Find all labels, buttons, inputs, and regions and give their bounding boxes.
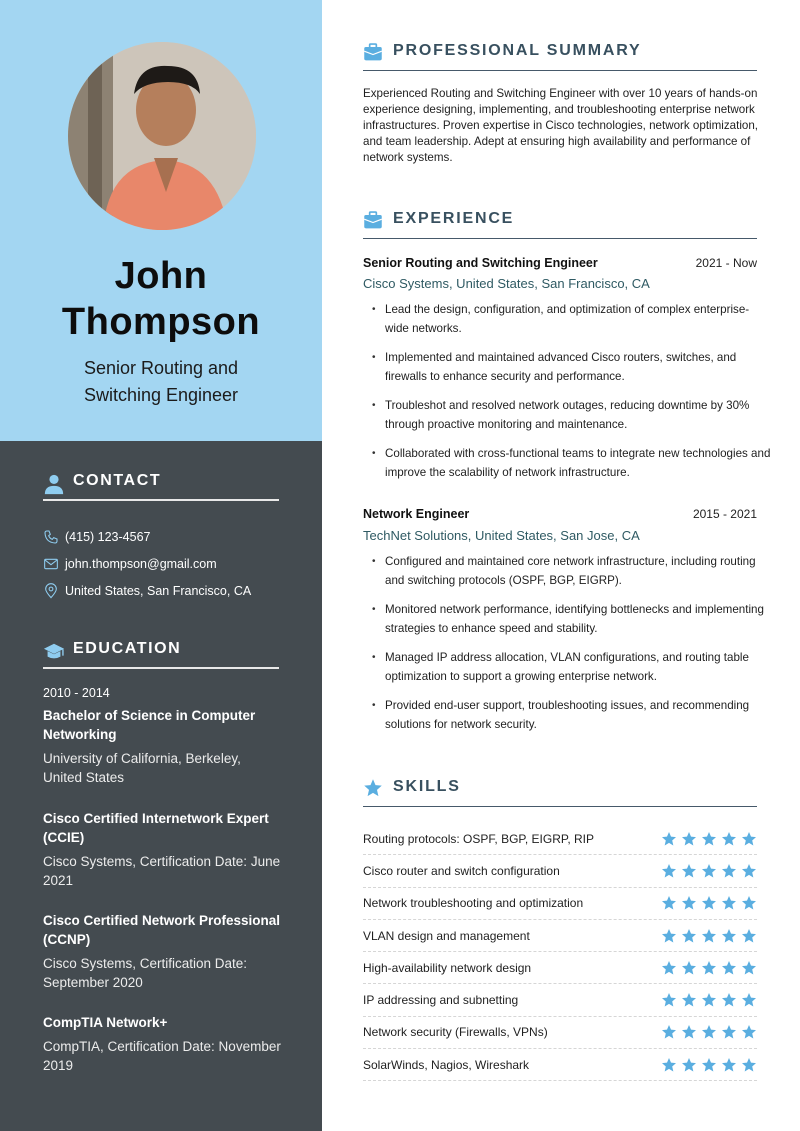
location-pin-icon: [43, 583, 59, 599]
graduation-cap-icon: [43, 641, 65, 663]
job-title-subtitle: Senior Routing and Switching Engineer: [83, 358, 239, 405]
profile-photo: [68, 42, 256, 230]
star-icon: [661, 1057, 677, 1073]
star-rating: [661, 1024, 757, 1040]
contact-email[interactable]: john.thompson@gmail.com: [43, 554, 217, 574]
star-icon: [661, 1024, 677, 1040]
experience-heading: EXPERIENCE: [363, 209, 757, 239]
star-icon: [741, 831, 757, 847]
star-icon: [741, 1057, 757, 1073]
skill-row: Network troubleshooting and optimization: [363, 888, 757, 920]
star-icon: [661, 928, 677, 944]
bullet-item: • Troubleshot and resolved network outages, reducing downtime by 30% through proactive monitoring and maintenance.: [372, 396, 772, 434]
star-icon: [741, 1024, 757, 1040]
skill-row: SolarWinds, Nagios, Wireshark: [363, 1049, 757, 1081]
contact-heading: CONTACT: [43, 471, 279, 501]
education-heading: EDUCATION: [43, 639, 279, 669]
skill-row: High-availability network design: [363, 952, 757, 984]
star-icon: [741, 960, 757, 976]
education-item: 2010 - 2014 Bachelor of Science in Computer Networking University of California, Berkeley, United States: [43, 686, 256, 785]
star-rating: [661, 992, 757, 1008]
star-icon: [363, 778, 383, 798]
job-dates: 2015 - 2021: [692, 507, 757, 521]
star-icon: [741, 863, 757, 879]
job-title: Senior Routing and Switching Engineer: [363, 256, 598, 270]
star-icon: [681, 863, 697, 879]
skill-row: IP addressing and subnetting: [363, 984, 757, 1016]
briefcase-icon: [363, 42, 383, 62]
summary-heading: PROFESSIONAL SUMMARY: [363, 41, 757, 71]
bullet-item: • Provided end-user support, troubleshooting issues, and recommending solutions for network security.: [372, 696, 772, 734]
star-icon: [661, 863, 677, 879]
star-rating: [661, 1057, 757, 1073]
star-icon: [681, 1024, 697, 1040]
star-icon: [741, 992, 757, 1008]
star-icon: [721, 960, 737, 976]
star-icon: [681, 895, 697, 911]
star-icon: [701, 831, 717, 847]
star-icon: [681, 992, 697, 1008]
star-icon: [721, 1024, 737, 1040]
star-icon: [681, 928, 697, 944]
briefcase-icon: [363, 210, 383, 230]
person-icon: [43, 473, 65, 495]
star-icon: [721, 895, 737, 911]
education-item: Cisco Certified Network Professional (CCNP) Cisco Systems, Certification Date: September 2020: [43, 913, 281, 990]
star-icon: [661, 831, 677, 847]
star-icon: [701, 992, 717, 1008]
bullet-item: • Implemented and maintained advanced Cisco routers, switches, and firewalls to enhance security and performance.: [372, 348, 772, 386]
star-icon: [701, 928, 717, 944]
skill-row: Network security (Firewalls, VPNs): [363, 1017, 757, 1049]
education-item: CompTIA Network+ CompTIA, Certification Date: November 2019: [43, 1015, 281, 1073]
skills-list: [363, 823, 757, 1081]
star-icon: [681, 1057, 697, 1073]
star-rating: [661, 863, 757, 879]
last-name: Thompson: [61, 301, 261, 343]
star-rating: [661, 831, 757, 847]
mail-icon: [43, 556, 59, 572]
job-title: Network Engineer: [363, 507, 470, 521]
star-icon: [681, 960, 697, 976]
bullet-item: • Configured and maintained core network infrastructure, including routing and switching protocols (OSPF, BGP, EIGRP).: [372, 552, 772, 590]
bullet-item: • Collaborated with cross-functional teams to integrate new technologies and improve the scalability of network infrastructure.: [372, 444, 772, 482]
bullet-item: • Monitored network performance, identifying bottlenecks and implementing strategies to enhance speed and stability.: [372, 600, 772, 638]
skill-row: VLAN design and management: [363, 920, 757, 952]
portrait-photo: [68, 42, 256, 230]
education-item: Cisco Certified Internetwork Expert (CCIE) Cisco Systems, Certification Date: June 2021: [43, 811, 281, 888]
star-icon: [721, 992, 737, 1008]
job-dates: 2021 - Now: [695, 256, 757, 270]
skill-row: Routing protocols: OSPF, BGP, EIGRP, RIP: [363, 823, 757, 855]
star-icon: [701, 863, 717, 879]
star-icon: [661, 960, 677, 976]
skill-row: Cisco router and switch configuration: [363, 855, 757, 887]
contact-location: United States, San Francisco, CA: [43, 581, 251, 601]
job-bullets: [372, 552, 772, 744]
star-icon: [721, 831, 737, 847]
star-icon: [741, 928, 757, 944]
star-icon: [741, 895, 757, 911]
summary-text: Experienced Routing and Switching Engineer with over 10 years of hands-on experience designing, implementing, and troubleshooting enterprise network infrastructures. Proven expertise in Cisco technologies, network optimization, and team leadership. Adept at ensuring high availability and performance of network systems.: [363, 87, 759, 164]
star-icon: [701, 1057, 717, 1073]
star-icon: [661, 895, 677, 911]
bullet-item: • Lead the design, configuration, and optimization of complex enterprise-wide networks.: [372, 300, 772, 338]
job-company: Cisco Systems, United States, San Francisco, CA: [363, 276, 650, 291]
star-rating: [661, 895, 757, 911]
job-company: TechNet Solutions, United States, San Jose, CA: [363, 528, 640, 543]
job-bullets: [372, 300, 772, 492]
star-icon: [701, 895, 717, 911]
star-icon: [721, 928, 737, 944]
bullet-item: • Managed IP address allocation, VLAN configurations, and routing table optimization to support a growing enterprise network.: [372, 648, 772, 686]
star-icon: [701, 960, 717, 976]
first-name: John: [114, 255, 208, 297]
skills-heading: SKILLS: [363, 777, 757, 807]
star-rating: [661, 928, 757, 944]
star-icon: [661, 992, 677, 1008]
phone-icon: [43, 529, 59, 545]
star-icon: [681, 831, 697, 847]
star-icon: [701, 1024, 717, 1040]
contact-phone[interactable]: (415) 123-4567: [43, 527, 150, 547]
star-rating: [661, 960, 757, 976]
star-icon: [721, 1057, 737, 1073]
star-icon: [721, 863, 737, 879]
